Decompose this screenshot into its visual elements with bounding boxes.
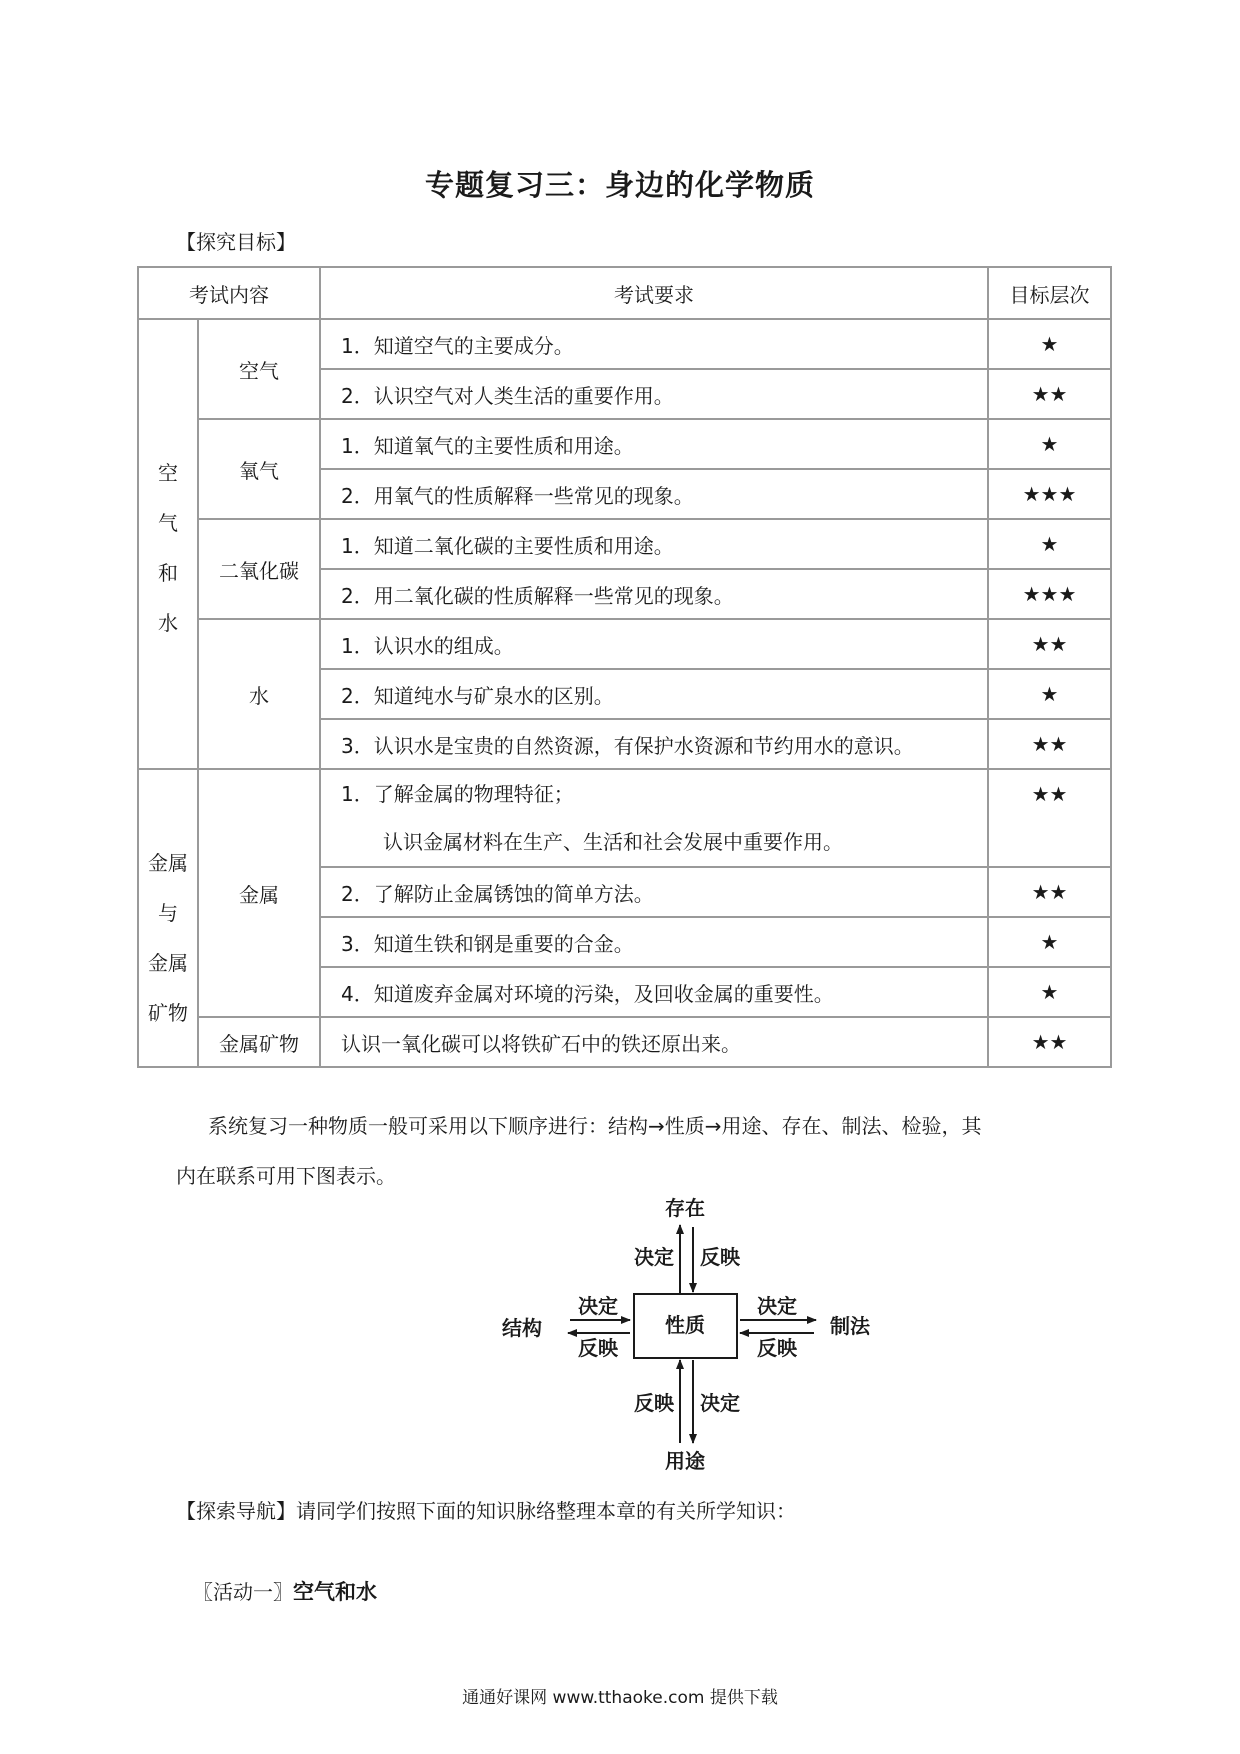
navigation-text: 【探索导航】请同学们按照下面的知识脉络整理本章的有关所学知识： — [176, 1499, 796, 1523]
header-requirement: 考试要求 — [320, 267, 988, 319]
requirement-line: 认识金属材料在生产、生活和社会发展中重要作用。 — [383, 830, 843, 854]
level-cell: ★★★ — [988, 469, 1111, 519]
level-cell: ★ — [988, 917, 1111, 967]
level-cell: ★★★ — [988, 569, 1111, 619]
table-row — [138, 319, 1111, 369]
right-label: 制法 — [830, 1314, 870, 1338]
label-decide: 决定 — [757, 1294, 797, 1318]
level-cell: ★ — [988, 669, 1111, 719]
page-title: 专题复习三：身边的化学物质 — [424, 168, 815, 202]
level-cell: ★ — [988, 419, 1111, 469]
topic-cell: 氧气 — [198, 419, 320, 519]
label-reflect: 反映 — [700, 1245, 740, 1269]
paragraph-line: 系统复习一种物质一般可采用以下顺序进行：结构→性质→用途、存在、制法、检验，其 — [208, 1114, 982, 1138]
activity-heading — [193, 1576, 377, 1606]
activity-title: 空气和水 — [293, 1580, 377, 1604]
requirement-cell: 2．了解防止金属锈蚀的简单方法。 — [320, 867, 988, 917]
label-reflect: 反映 — [757, 1336, 797, 1360]
level-cell: ★★ — [988, 1017, 1111, 1067]
requirement-cell — [320, 769, 988, 867]
topic-cell: 二氧化碳 — [198, 519, 320, 619]
top-label: 存在 — [665, 1196, 705, 1220]
label-reflect: 反映 — [578, 1336, 618, 1360]
requirement-line: 1．了解金属的物理特征； — [341, 782, 574, 806]
level-cell: ★★ — [988, 867, 1111, 917]
requirement-cell: 3．认识水是宝贵的自然资源，有保护水资源和节约用水的意识。 — [320, 719, 988, 769]
category-line: 金属 — [148, 851, 188, 875]
level-cell: ★★ — [988, 719, 1111, 769]
level-cell: ★ — [988, 967, 1111, 1017]
level-cell: ★★ — [988, 619, 1111, 669]
table-row — [138, 519, 1111, 569]
level-cell: ★ — [988, 319, 1111, 369]
label-decide: 决定 — [578, 1294, 618, 1318]
paragraph-line: 内在联系可用下图表示。 — [176, 1164, 396, 1188]
category-metal — [138, 769, 198, 1067]
header-content: 考试内容 — [138, 267, 320, 319]
requirement-cell: 1．知道氧气的主要性质和用途。 — [320, 419, 988, 469]
requirement-cell: 2．知道纯水与矿泉水的区别。 — [320, 669, 988, 719]
goals-table — [137, 266, 1112, 1068]
header-level: 目标层次 — [988, 267, 1111, 319]
category-line: 与 — [158, 901, 178, 925]
level-cell: ★★ — [988, 769, 1111, 867]
requirement-cell: 2．用氧气的性质解释一些常见的现象。 — [320, 469, 988, 519]
table-row — [138, 419, 1111, 469]
center-label: 性质 — [665, 1313, 705, 1337]
requirement-cell: 4．知道废弃金属对环境的污染，及回收金属的重要性。 — [320, 967, 988, 1017]
label-decide: 决定 — [700, 1391, 740, 1415]
table-row — [138, 1017, 1111, 1067]
label-decide: 决定 — [634, 1245, 674, 1269]
topic-cell: 空气 — [198, 319, 320, 419]
footer: 通通好课网 www.tthaoke.com 提供下载 — [462, 1688, 778, 1708]
topic-cell: 金属 — [198, 769, 320, 1017]
left-label: 结构 — [502, 1316, 542, 1340]
requirement-cell: 2．认识空气对人类生活的重要作用。 — [320, 369, 988, 419]
category-line: 矿物 — [148, 1001, 188, 1025]
bottom-label: 用途 — [665, 1449, 705, 1473]
table-header-row — [138, 267, 1111, 319]
category-air-water: 空 气 和 水 — [138, 319, 198, 769]
topic-cell: 水 — [198, 619, 320, 769]
label-reflect: 反映 — [634, 1391, 674, 1415]
table-row — [138, 769, 1111, 867]
requirement-cell: 2．用二氧化碳的性质解释一些常见的现象。 — [320, 569, 988, 619]
requirement-cell: 1．认识水的组成。 — [320, 619, 988, 669]
table-row — [138, 619, 1111, 669]
level-cell: ★★ — [988, 369, 1111, 419]
topic-cell: 金属矿物 — [198, 1017, 320, 1067]
relationship-diagram — [500, 1195, 900, 1475]
requirement-cell: 认识一氧化碳可以将铁矿石中的铁还原出来。 — [320, 1017, 988, 1067]
requirement-cell: 1．知道空气的主要成分。 — [320, 319, 988, 369]
requirement-cell: 1．知道二氧化碳的主要性质和用途。 — [320, 519, 988, 569]
level-cell: ★ — [988, 519, 1111, 569]
section-label-goal: 【探究目标】 — [176, 230, 296, 254]
activity-prefix: 〖活动一〗 — [193, 1580, 293, 1604]
category-line: 金属 — [148, 951, 188, 975]
requirement-cell: 3．知道生铁和钢是重要的合金。 — [320, 917, 988, 967]
